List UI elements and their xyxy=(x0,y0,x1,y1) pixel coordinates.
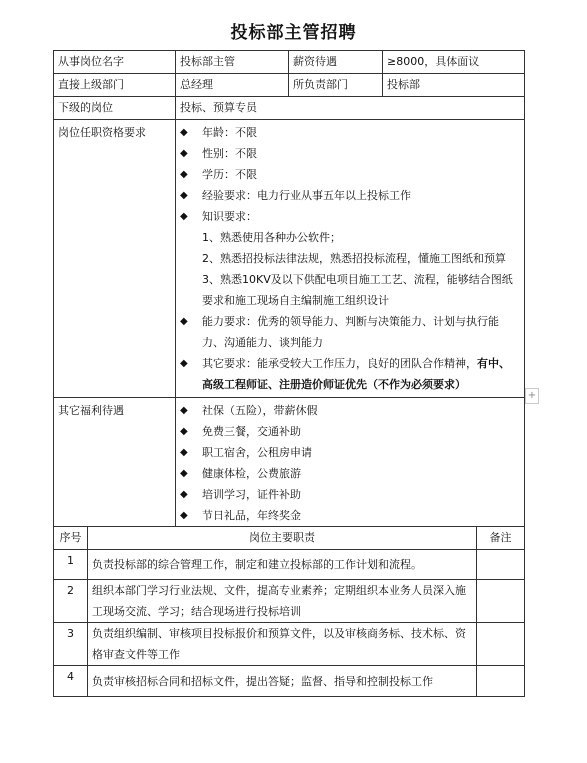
value-salary: ≥8000，具体面议 xyxy=(383,51,525,74)
req-knowledge-1: 1、熟悉使用各种办公软件； xyxy=(202,231,341,244)
benefits-row xyxy=(54,398,525,527)
qualifications-content xyxy=(176,120,525,398)
label-superior: 直接上级部门 xyxy=(54,74,176,97)
value-superior: 总经理 xyxy=(176,74,289,97)
label-subordinates: 下级的岗位 xyxy=(54,97,176,120)
duty-text: 负责组织编制、审核项目投标报价和预算文件，以及审核商务标、技术标、资格审查文件等工作 xyxy=(88,623,477,666)
req-experience: ◆ 经验要求：电力行业从事五年以上投标工作 xyxy=(176,185,520,206)
value-subordinates: 投标、预算专员 xyxy=(176,97,525,120)
header-duty: 岗位主要职责 xyxy=(88,527,477,550)
add-icon[interactable]: + xyxy=(525,388,539,404)
value-department: 投标部 xyxy=(383,74,525,97)
req-other xyxy=(176,353,520,395)
duty-note xyxy=(477,550,525,580)
req-knowledge-3: 3、熟悉10KV及以下供配电项目施工工艺、流程，能够结合图纸要求和施工现场自主编制施工组织设计 xyxy=(202,273,513,307)
duty-note xyxy=(477,623,525,666)
duty-row xyxy=(54,666,525,697)
req-education: ◆ 学历：不限 xyxy=(176,164,520,185)
benefits-label: 其它福利待遇 xyxy=(54,398,176,527)
duties-header-row xyxy=(54,527,525,550)
duty-row xyxy=(54,623,525,666)
duty-text: 负责审核招标合同和招标文件，提出答疑；监督、指导和控制投标工作 xyxy=(88,666,477,697)
req-other-text: 其它要求：能承受较大工作压力，良好的团队合作精神， xyxy=(202,357,477,370)
label-department: 所负责部门 xyxy=(289,74,383,97)
label-salary: 薪资待遇 xyxy=(289,51,383,74)
duty-text: 组织本部门学习行业法规、文件，提高专业素养；定期组织本业务人员深入施工现场交流、学习；结合现场进行投标培训 xyxy=(88,580,477,623)
duty-note xyxy=(477,666,525,697)
duty-row xyxy=(54,580,525,623)
header-note: 备注 xyxy=(477,527,525,550)
req-ability: ◆ 能力要求：优秀的领导能力、判断与决策能力、计划与执行能力、沟通能力、谈判能力 xyxy=(176,311,520,353)
duty-no: 2 xyxy=(54,580,88,623)
page-title: 投标部主管招聘 xyxy=(230,23,357,43)
duty-text: 负责投标部的综合管理工作，制定和建立投标部的工作计划和流程。 xyxy=(88,550,477,580)
req-knowledge-2: 2、熟悉招投标法律法规，熟悉招投标流程，懂施工图纸和预算 xyxy=(202,252,506,265)
job-posting-table xyxy=(53,50,525,697)
info-row-position xyxy=(54,51,525,74)
benefit-item: ◆ 免费三餐，交通补助 xyxy=(176,421,520,442)
header-no: 序号 xyxy=(54,527,88,550)
benefit-item: ◆ 职工宿舍，公租房申请 xyxy=(176,442,520,463)
benefit-item: ◆ 节日礼品，年终奖金 xyxy=(176,505,520,526)
req-other-certificates: 有中、高级工程师证、注册造价师证优先（不作为必须要求） xyxy=(202,357,510,391)
req-gender: ◆ 性别：不限 xyxy=(176,143,520,164)
benefit-item: ◆ 社保（五险），带薪休假 xyxy=(176,400,520,421)
duty-no: 3 xyxy=(54,623,88,666)
benefits-content xyxy=(176,398,525,527)
label-position: 从事岗位名字 xyxy=(54,51,176,74)
req-knowledge: ◆ 知识要求： xyxy=(176,206,520,227)
qualifications-label: 岗位任职资格要求 xyxy=(54,120,176,398)
info-row-subordinates xyxy=(54,97,525,120)
info-row-superior xyxy=(54,74,525,97)
duty-no: 1 xyxy=(54,550,88,580)
duty-note xyxy=(477,580,525,623)
req-age: ◆ 年龄：不限 xyxy=(176,122,520,143)
benefit-item: ◆ 健康体检，公费旅游 xyxy=(176,463,520,484)
duty-row xyxy=(54,550,525,580)
duty-no: 4 xyxy=(54,666,88,697)
qualifications-row xyxy=(54,120,525,398)
value-position: 投标部主管 xyxy=(176,51,289,74)
benefit-item: ◆ 培训学习，证件补助 xyxy=(176,484,520,505)
